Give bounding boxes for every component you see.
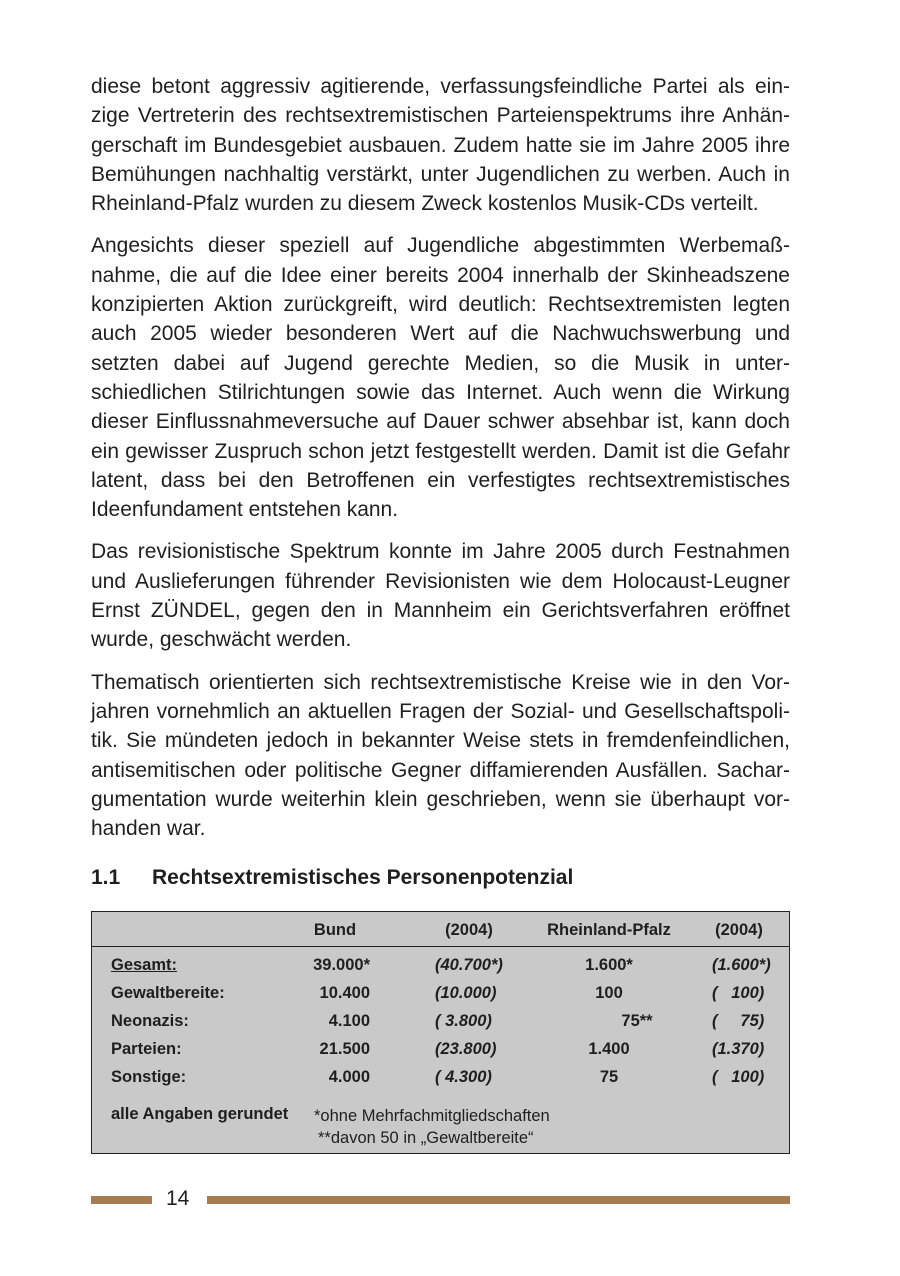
footnote: *ohne Mehrfachmitgliedschaften bbox=[314, 1107, 550, 1125]
row-label: Gewaltbereite: bbox=[111, 984, 225, 1002]
rlp-value: 100 bbox=[595, 984, 623, 1002]
section-heading bbox=[91, 866, 573, 890]
paragraph: Thematisch orientierten sich rechtsextremistische Kreise wie in den Vorjahren vornehmlich an aktuellen Fragen der Sozial- und Gesellschaftspolitik. Sie mündeten jedoch in bekannter Weise stets in fremdenfeindlichen, antisemitischen oder politische Gegner diffamierenden Ausfällen. Sachargumentation wurde weiterhin klein geschrieben, wenn sie überhaupt vorhanden war. bbox=[91, 670, 790, 841]
header-bund: Bund bbox=[313, 921, 357, 939]
page-number: 14 bbox=[166, 1187, 190, 1210]
row-label: Parteien: bbox=[111, 1040, 182, 1058]
rlp-prev-value: ( 100) bbox=[712, 1068, 765, 1086]
footer-rule-left bbox=[91, 1196, 152, 1204]
bund-value: 4.000 bbox=[328, 1068, 370, 1086]
footnote: **davon 50 in „Gewaltbereite“ bbox=[318, 1129, 534, 1147]
rlp-value: 1.400 bbox=[588, 1040, 630, 1058]
bund-value: 21.500 bbox=[319, 1040, 370, 1058]
rlp-value: 1.600* bbox=[585, 956, 633, 974]
paragraph: diese betont aggressiv agitierende, verfassungsfeindliche Partei als einzige Vertreterin des rechtsextremistischen Parteienspektrums ihre Anhängerschaft im Bundesgebiet ausbauen. Zudem hatte sie im Jahre 2005 ihre Bemühungen nachhaltig verstärkt, unter Jugendlichen zu werben. Auch in Rheinland-Pfalz wurden zu diesem Zweck kostenlos Musik-CDs verteilt. bbox=[91, 75, 790, 216]
section-number: 1.1 bbox=[91, 866, 121, 889]
bund-value: 4.100 bbox=[328, 1012, 370, 1030]
rlp-value: 75** bbox=[621, 1012, 653, 1030]
footer-rule-right bbox=[207, 1196, 790, 1204]
rlp-prev-value: ( 100) bbox=[712, 984, 765, 1002]
row-label: Sonstige: bbox=[111, 1068, 187, 1086]
note-label: alle Angaben gerundet bbox=[111, 1105, 289, 1123]
header-rlp: Rheinland-Pfalz bbox=[547, 921, 671, 939]
statistics-table bbox=[91, 911, 790, 1154]
paragraph: Das revisionistische Spektrum konnte im Jahre 2005 durch Festnahmen und Auslieferungen führender Revisionisten wie dem Holocaust-Leugner Ernst ZÜNDEL, gegen den in Mannheim ein Gerichtsverfahren eröffnet wurde, geschwächt werden. bbox=[91, 540, 790, 652]
bund-prev-value: (40.700*) bbox=[435, 956, 503, 974]
rlp-prev-value: ( 75) bbox=[712, 1012, 765, 1030]
body-text bbox=[91, 72, 790, 856]
rlp-prev-value: (1.600*) bbox=[712, 956, 771, 974]
rlp-prev-value: (1.370) bbox=[712, 1040, 765, 1058]
bund-value: 39.000* bbox=[313, 956, 370, 974]
header-bund-prev: (2004) bbox=[445, 921, 493, 939]
bund-prev-value: (10.000) bbox=[435, 984, 497, 1002]
footnotes bbox=[314, 1105, 550, 1149]
bund-prev-value: ( 3.800) bbox=[435, 1012, 492, 1030]
section-title: Rechtsextremistisches Personenpotenzial bbox=[152, 866, 574, 889]
bund-prev-value: ( 4.300) bbox=[435, 1068, 492, 1086]
row-label: Gesamt: bbox=[111, 956, 178, 974]
bund-value: 10.400 bbox=[319, 984, 370, 1002]
bund-prev-value: (23.800) bbox=[435, 1040, 497, 1058]
table-header-row bbox=[92, 912, 789, 947]
header-rlp-prev: (2004) bbox=[715, 921, 763, 939]
row-label: Neonazis: bbox=[111, 1012, 189, 1030]
rlp-value: 75 bbox=[599, 1068, 619, 1086]
paragraph: Angesichts dieser speziell auf Jugendliche abgestimmten Werbemaßnahme, die auf die Idee einer bereits 2004 innerhalb der Skinheadszene konzipierten Aktion zurückgreift, wird deutlich: Rechtsextremisten legten auch 2005 wieder besonderen Wert auf die Nachwuchswerbung und setzten dabei auf Jugend gerechte Medien, so die Musik in unterschiedlichen Stilrichtungen sowie das Internet. Auch wenn die Wirkung dieser Einflussnahmeversuche auf Dauer schwer absehbar ist, kann doch ein gewisser Zuspruch schon jetzt festgestellt werden. Damit ist die Gefahr latent, dass bei den Betroffenen ein verfestigtes rechtsextremistisches Ideenfundament entstehen kann. bbox=[91, 234, 790, 522]
